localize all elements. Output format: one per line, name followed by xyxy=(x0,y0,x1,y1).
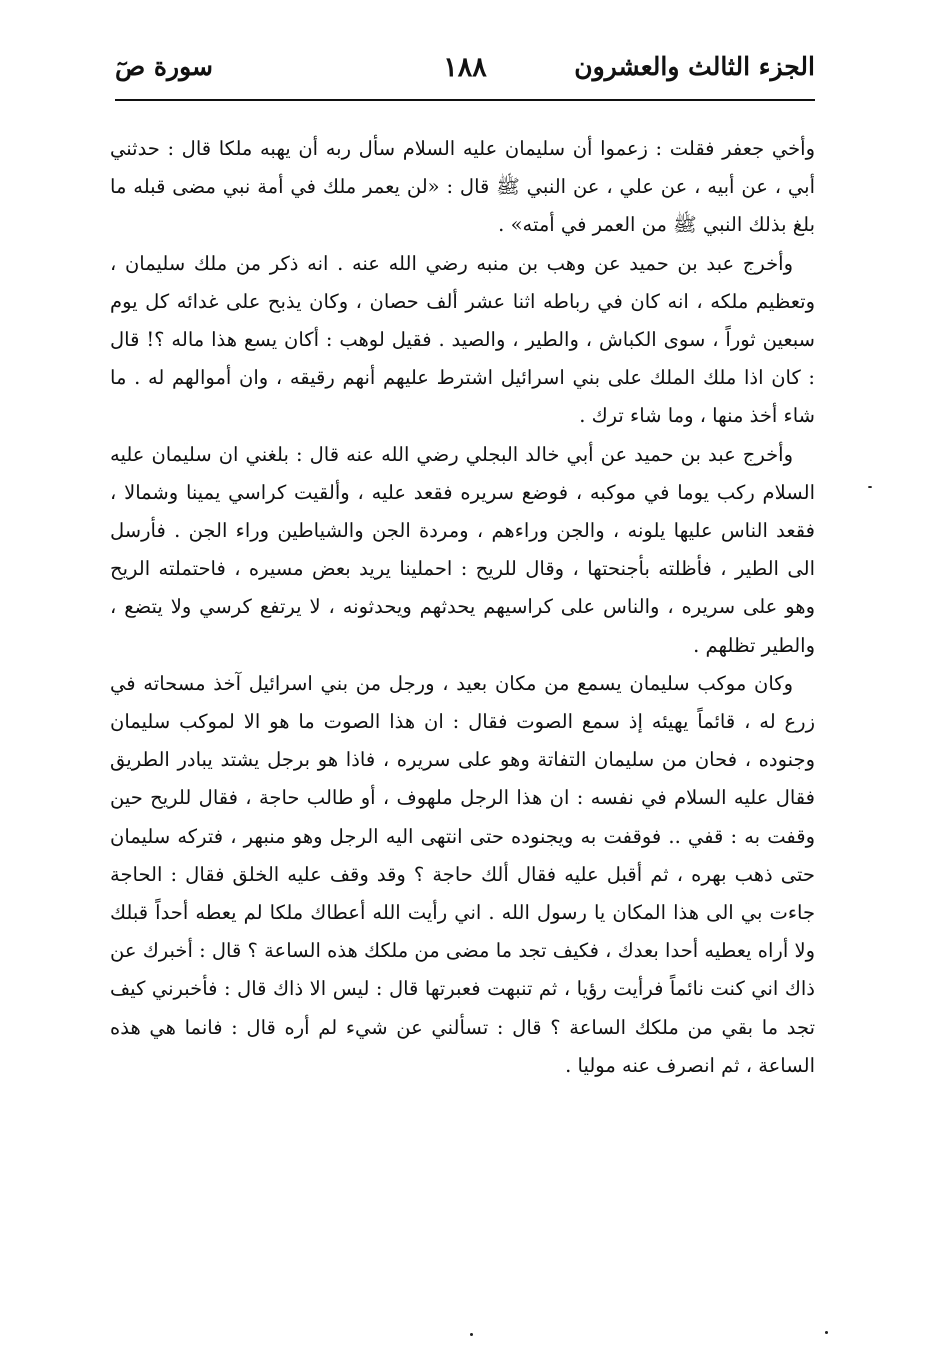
paragraph: وكان موكب سليمان يسمع من مكان بعيد ، ورجل من بني اسرائيل آخذ مسحاته في زرع له ، قائماً يهيئه إذ سمع الصوت فقال : ان هذا الصوت ما هو الا لموكب سليمان وجنوده ، فحان من سليمان التفاتة وهو على سريره ، فاذا هو برجل يشتد يبادر الطريق فقال عليه السلام في نفسه : ان هذا الرجل ملهوف ، أو طالب حاجة ، فقال للريح حين وقفت به : قفي .. فوقفت به ويجنوده حتى انتهى اليه الرجل وهو منبهر ، فتركه سليمان حتى ذهب بهره ، ثم أقبل عليه فقال ألك حاجة ؟ وقد وقف عليه الخلق فقال : الحاجة جاءت بي الى هذا المكان يا رسول الله . اني رأيت الله أعطاك ملكا لم يعطه أحداً قبلك ولا أراه يعطيه أحدا بعدك ، فكيف تجد ما مضى من ملكك هذه الساعة ؟ قال : أخبرك عن ذاك اني كنت نائماً فرأيت رؤيا ، ثم تنبهت فعبرتها قال : ليس الا ذاك قال : فأخبرني كيف تجد ما بقي من ملكك الساعة ؟ قال : تسألني عن شيء لم أره قال : فانما هي هذه الساعة ، ثم انصرف عنه موليا . xyxy=(110,671,815,1077)
page-number: ١٨٨ xyxy=(443,52,487,83)
main-text xyxy=(110,130,815,1085)
scan-speck xyxy=(868,486,872,488)
header-divider xyxy=(115,99,815,101)
paragraph: وأخي جعفر فقلت : زعموا أن سليمان عليه السلام سأل ربه أن يهبه ملكا قال : حدثني أبي ، عن أبيه ، عن علي ، عن النبي ﷺ قال : «لن يعمر ملك في أمة نبي مضى قبله ما بلغ بذلك النبي ﷺ من العمر في أمته» . xyxy=(110,137,815,237)
paragraph: وأخرج عبد بن حميد عن وهب بن منبه رضي الله عنه . انه ذكر من ملك سليمان ، وتعظيم ملكه ، انه كان في رباطه اثنا عشر ألف حصان ، وكان يذبح على غدائه كل يوم سبعين ثوراً ، سوى الكباش ، والطير ، والصيد . فقيل لوهب : أكان يسع هذا ماله ؟! قال : كان اذا ملك الملك على بني اسرائيل اشترط عليهم أنهم رقيقه ، وان أموالهم له . ما شاء أخذ منها ، وما شاء ترك . xyxy=(110,251,815,428)
paragraph: وأخرج عبد بن حميد عن أبي خالد البجلي رضي الله عنه قال : بلغني ان سليمان عليه السلام ركب يوما في موكبه ، فوضع سريره فقعد عليه ، وألقيت كراسي يمينا وشمالا ، فقعد الناس عليها يلونه ، والجن وراءهم ، ومردة الجن والشياطين وراء الجن . فأرسل الى الطير ، فأظلته بأجنحتها ، وقال للريح : احملينا يريد بعض مسيره ، فاحتملته الريح وهو على سريره ، والناس على كراسيهم يحدثهم ويحدثونه ، لا يرتفع كرسي ولا يتضع ، والطير تظلهم . xyxy=(110,442,815,657)
surah-title: سورة صٓ xyxy=(115,52,213,81)
scan-speck xyxy=(825,1331,828,1334)
scan-speck xyxy=(470,1333,473,1336)
running-header xyxy=(115,50,815,94)
part-title: الجزء الثالث والعشرون xyxy=(574,52,815,81)
